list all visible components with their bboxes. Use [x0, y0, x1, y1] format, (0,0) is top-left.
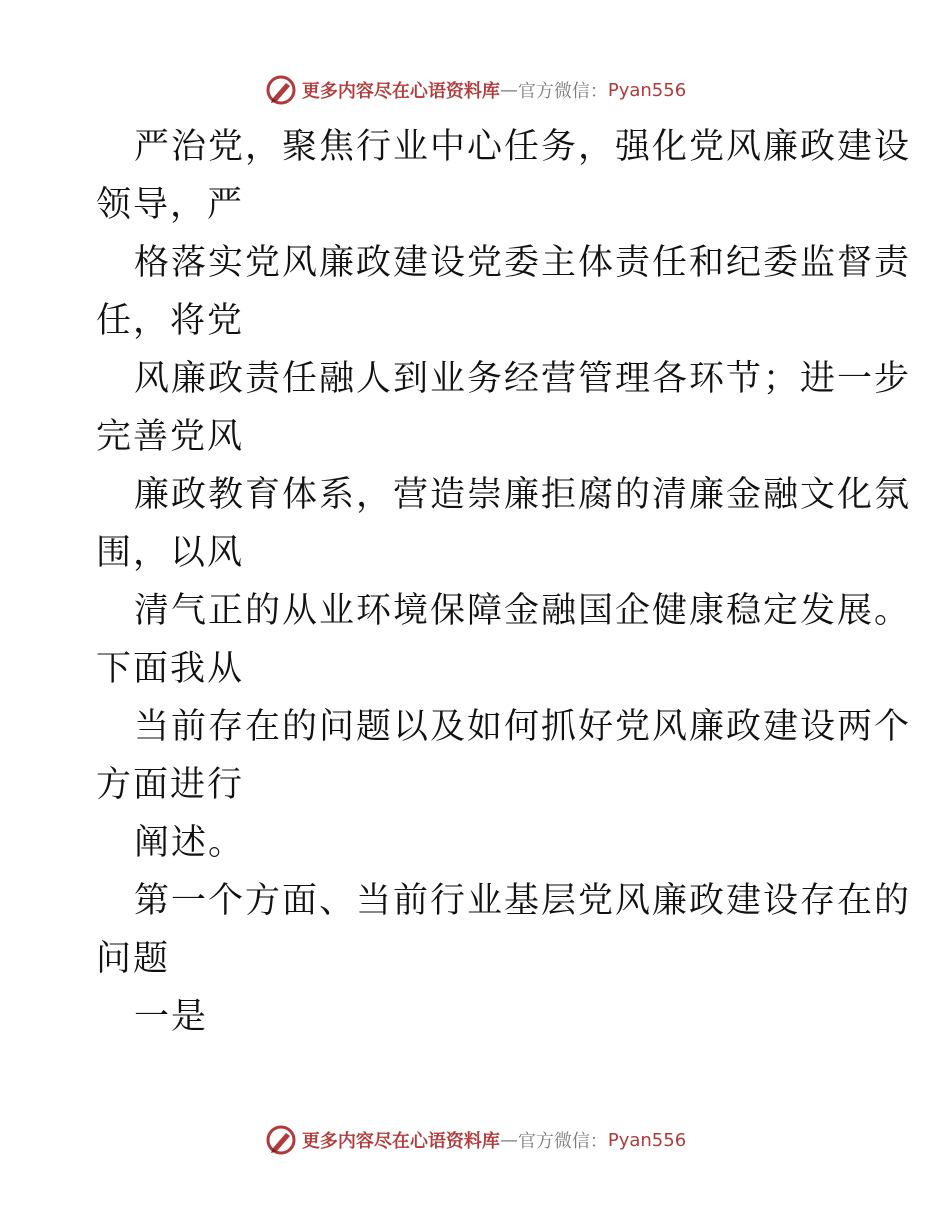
text-line: 领导，严: [96, 185, 245, 225]
text-line: 一是: [134, 997, 209, 1037]
watermark-code: Pyan556: [607, 79, 687, 101]
watermark-dash: —: [499, 79, 518, 101]
watermark-label: 官方微信：: [517, 1131, 608, 1152]
text-line: 风廉政责任融人到业务经营管理各环节；进一步: [134, 359, 912, 399]
text-line: 清气正的从业环境保障金融国企健康稳定发展。: [134, 591, 912, 631]
pen-circle-logo-icon: [264, 1123, 298, 1157]
text-line: 任，将党: [96, 301, 245, 341]
text-line: 方面进行: [96, 765, 245, 805]
watermark-dash: —: [499, 1129, 518, 1151]
text-line: 第一个方面、当前行业基层党风廉政建设存在的: [134, 881, 912, 921]
watermark-brand: 更多内容尽在心语资料库: [301, 1131, 500, 1152]
text-line: 下面我从: [96, 649, 245, 689]
text-line: 围，以风: [96, 533, 245, 573]
pen-circle-logo-icon: [264, 73, 298, 107]
text-line: 问题: [96, 939, 171, 979]
watermark-label: 官方微信：: [517, 81, 608, 102]
text-line: 严治党，聚焦行业中心任务，强化党风廉政建设: [134, 127, 912, 167]
text-line: 廉政教育体系，营造崇廉拒腐的清廉金融文化氛: [134, 475, 912, 515]
footer-watermark: [0, 1120, 950, 1160]
watermark-code: Pyan556: [607, 1129, 687, 1151]
text-line: 完善党风: [96, 417, 245, 457]
text-line: 当前存在的问题以及如何抓好党风廉政建设两个: [134, 707, 912, 747]
watermark-brand: 更多内容尽在心语资料库: [301, 81, 500, 102]
text-line: 阐述。: [134, 823, 246, 863]
text-line: 格落实党风廉政建设党委主体责任和纪委监督责: [134, 243, 912, 283]
header-watermark: [0, 70, 950, 110]
document-body: [96, 118, 912, 1046]
